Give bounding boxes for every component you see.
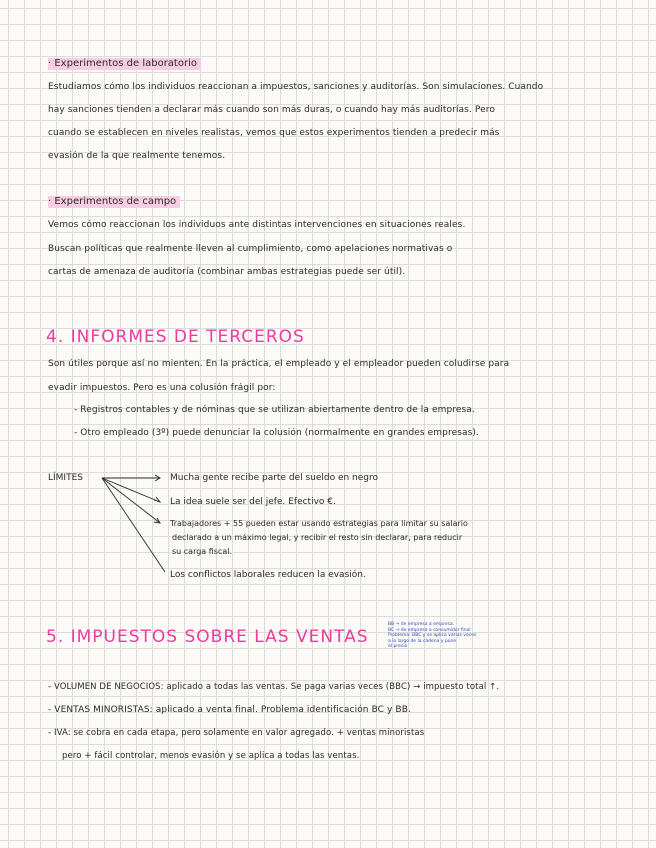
s5-line-4: pero + fácil controlar, menos evasión y se aplica a todas las ventas. [62, 751, 360, 761]
s4-bullet-1: - Registros contables y de nóminas que se utilizan abiertamente dentro de la empresa. [74, 405, 475, 415]
subtitle-campo-text: · Experimentos de campo [48, 196, 180, 208]
s5-line-3: - IVA: se cobra en cada etapa, pero solamente en valor agregado. + ventas minoristas [48, 728, 425, 738]
s4-bullet-2: - Otro empleado (3º) puede denunciar la colusión (normalmente en grandes empresas). [74, 428, 479, 438]
lab-line-3: cuando se establecen en niveles realistas, vemos que estos experimentos tienden a predecir más [48, 128, 500, 138]
arrow-2 [102, 478, 160, 502]
lab-line-4: evasión de la que realmente tenemos. [48, 151, 226, 161]
limit-item-4: Los conflictos laborales reducen la evasión. [170, 570, 366, 580]
lab-line-2: hay sanciones tienden a declarar más cuando son más duras, o cuando hay más auditorías. Pero [48, 105, 495, 115]
lab-line-1: Estudiamos cómo los individuos reaccionan a impuestos, sanciones y auditorías. Son simulaciones. Cuando [48, 82, 544, 92]
note-line-3: Problema: BBC y se aplica varias veces [388, 633, 477, 638]
s4-line-1: Son útiles porque así no mienten. En la práctica, el empleado y el empleador pueden coludirse para [48, 359, 510, 369]
limit-item-2: La idea suele ser del jefe. Efectivo €. [170, 497, 336, 507]
limits-label: LÍMITES [48, 473, 83, 483]
subtitle-lab-text: · Experimentos de laboratorio [48, 58, 201, 70]
limit-item-1: Mucha gente recibe parte del sueldo en negro [170, 473, 379, 483]
s5-line-1: - VOLUMEN DE NEGOCIOS: aplicado a todas las ventas. Se paga varias veces (BBC) → impuesto total ↑. [48, 682, 500, 692]
limit-item-3c: su carga fiscal. [172, 547, 233, 556]
s4-line-2: evadir impuestos. Pero es una colusión frágil por: [48, 383, 276, 393]
limit-item-3a: Trabajadores + 55 pueden estar usando estrategias para limitar su salario [170, 519, 468, 528]
section-5-heading: 5. IMPUESTOS SOBRE LAS VENTAS [46, 627, 369, 647]
note-line-2: BC → de empresa a consumidor final [388, 627, 471, 633]
margin-note [388, 622, 476, 650]
note-line-1: BB → de empresa a empresa. [388, 622, 455, 627]
s5-line-2: - VENTAS MINORISTAS: aplicado a venta final. Problema identificación BC y BB. [48, 705, 411, 715]
note-line-5: el precio [388, 644, 408, 649]
arrow-3 [102, 478, 160, 523]
note-line-4: a lo largo de la cadena y pone [388, 638, 457, 644]
campo-line-2: Buscan políticas que realmente lleven al cumplimiento, como apelaciones normativas o [48, 244, 453, 254]
campo-line-1: Vemos cómo reaccionan los individuos ante distintas intervenciones en situaciones reales. [48, 220, 466, 230]
arrow-4 [102, 478, 165, 572]
campo-line-3: cartas de amenaza de auditoría (combinar ambas estrategias puede ser útil). [48, 267, 406, 277]
limit-item-3b: declarado a un máximo legal, y recibir el resto sin declarar, para reducir [172, 533, 463, 542]
section-4-heading: 4. INFORMES DE TERCEROS [46, 327, 305, 347]
